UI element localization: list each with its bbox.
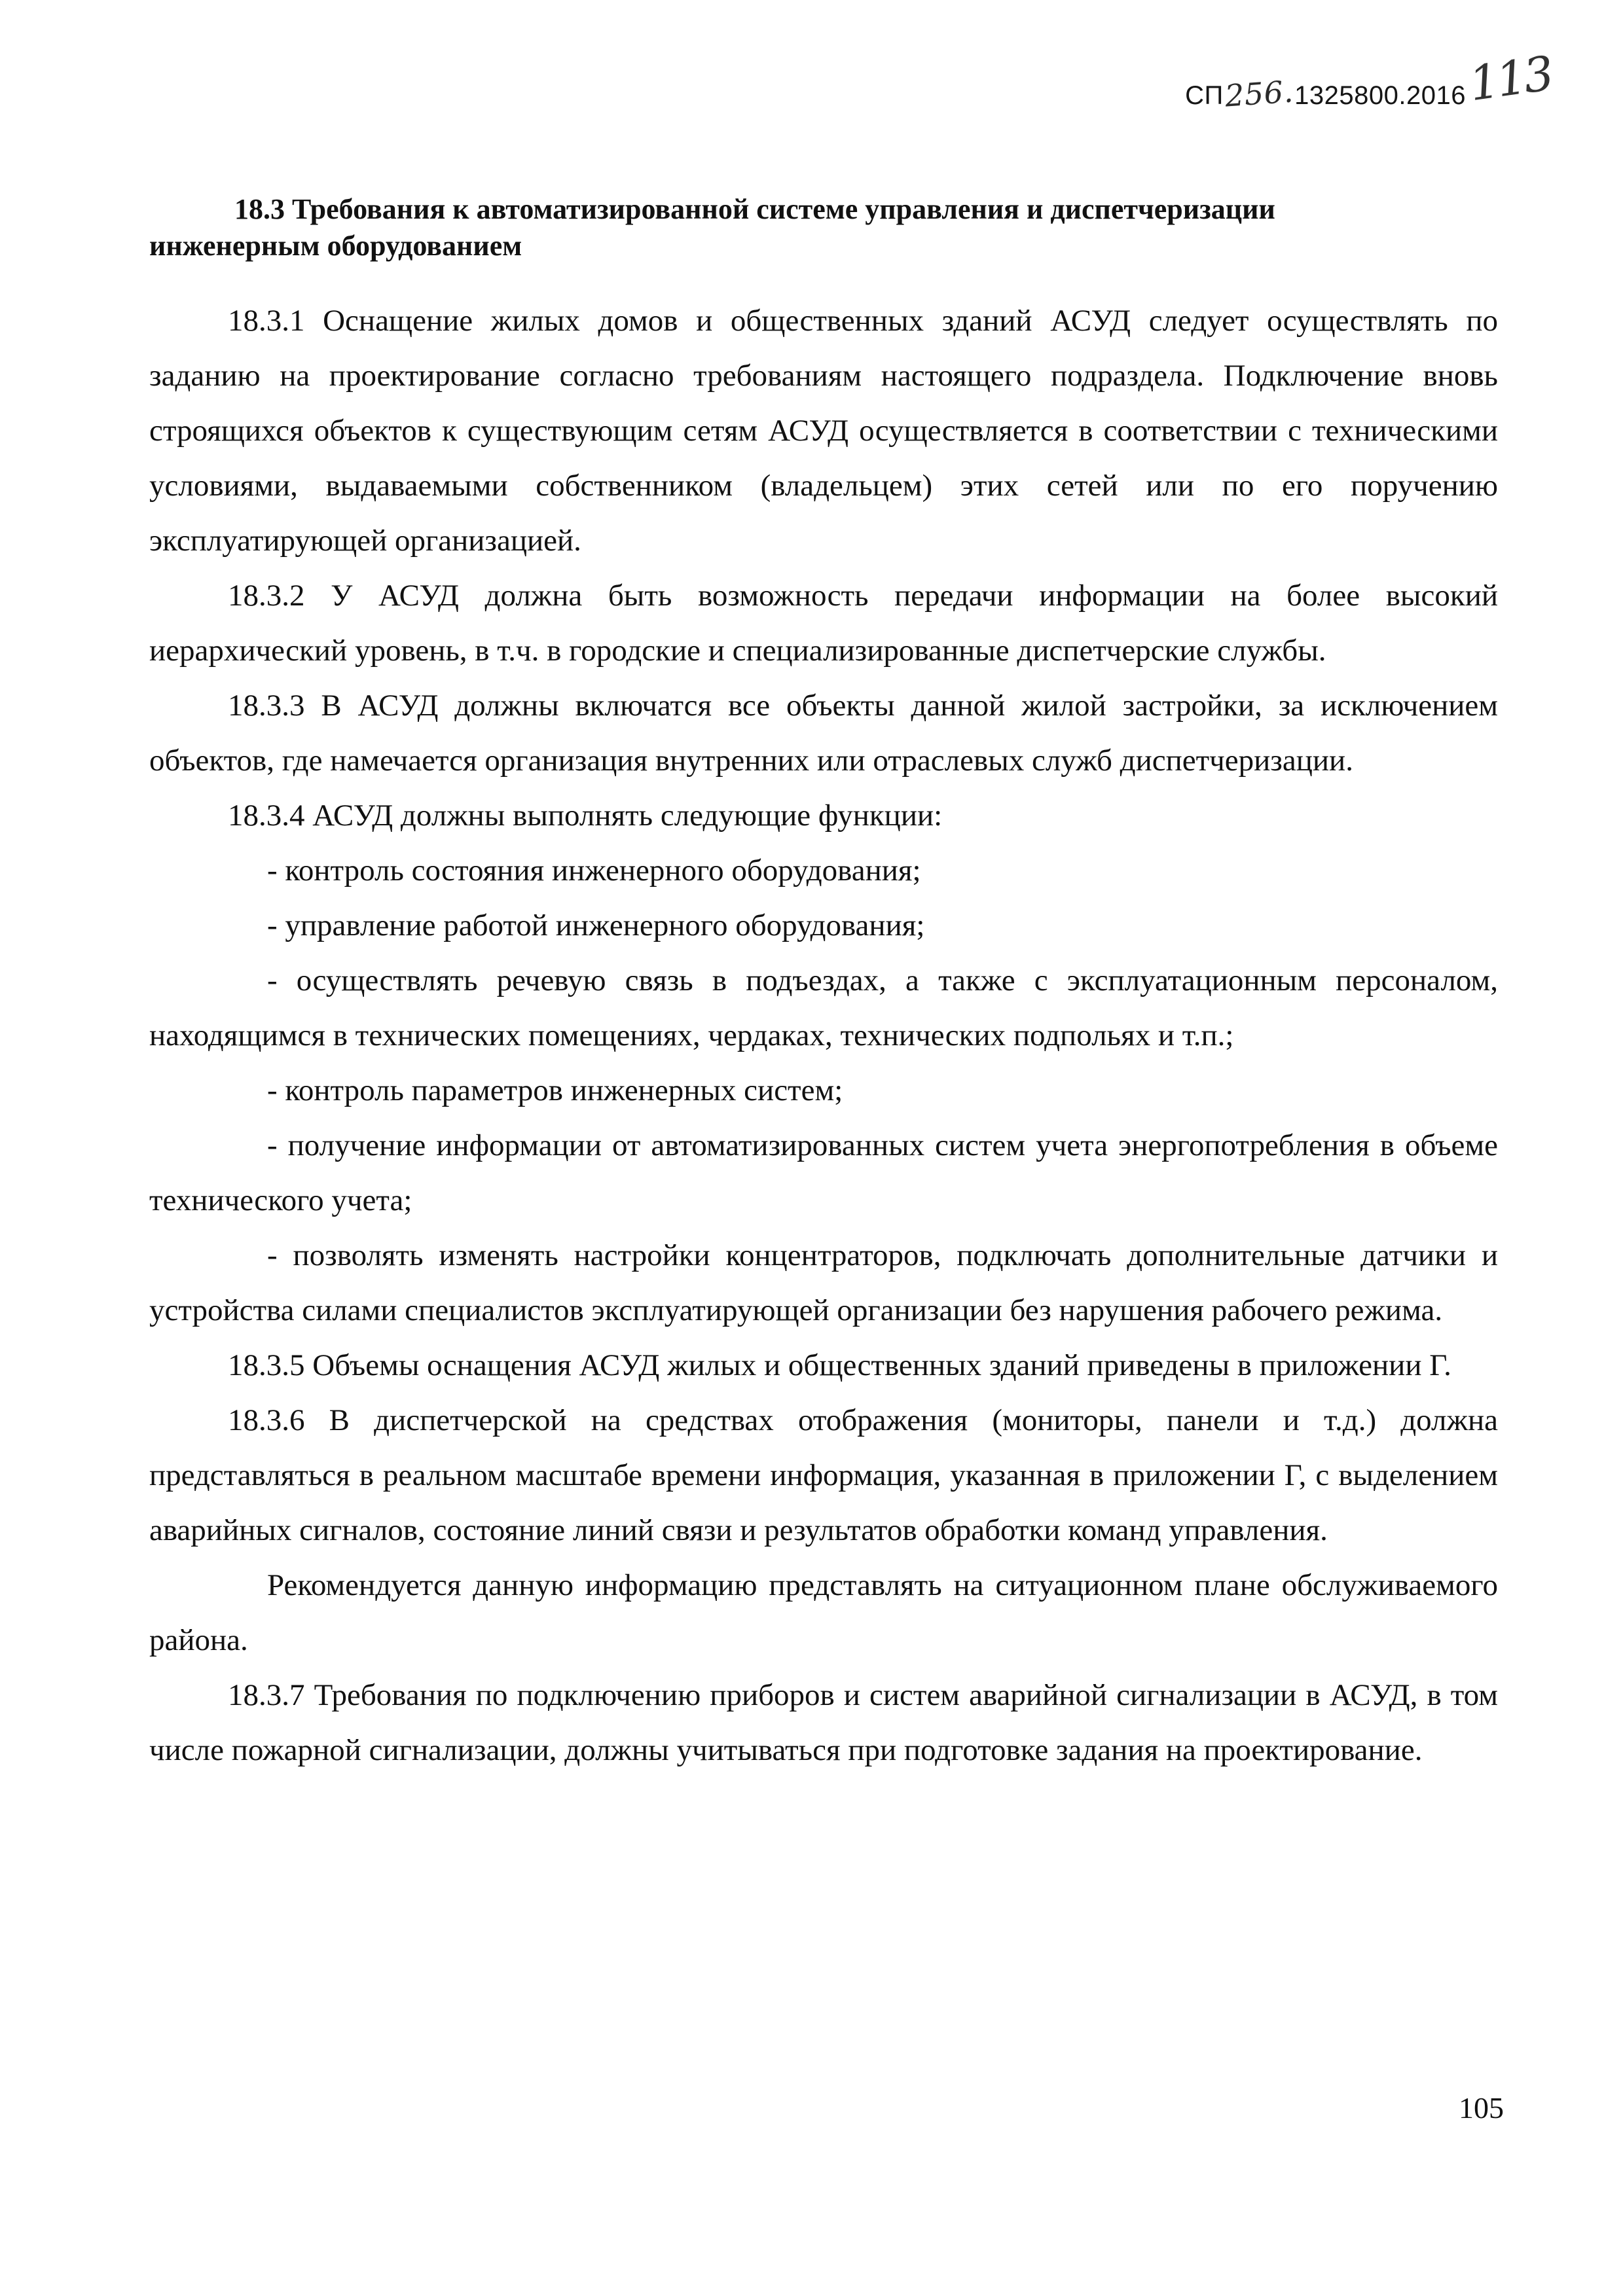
handwritten-code-number: 256.	[1223, 73, 1294, 114]
document-code-prefix: СП	[1185, 81, 1224, 110]
section-heading	[149, 191, 1498, 264]
list-item-function: - управление работой инженерного оборудования;	[267, 908, 925, 942]
document-code-header	[1185, 73, 1466, 114]
document-body	[149, 191, 1498, 1778]
page-number: 105	[1459, 2091, 1504, 2125]
list-item-function: - получение информации от автоматизированных систем учета энергопотребления в объеме технического учета;	[149, 1128, 1498, 1217]
section-heading-line-2: инженерным оборудованием	[149, 230, 522, 262]
section-heading-line-1: 18.3 Требования к автоматизированной системе управления и диспетчеризации	[234, 193, 1275, 225]
paragraph-18-3-6: 18.3.6 В диспетчерской на средствах отображения (мониторы, панели и т.д.) должна представляться в реальном масштабе времени информация, указанная в приложении Г, с выделением аварийных сигналов, состояние линий связи и результатов обработки команд управления.	[149, 1403, 1498, 1547]
list-item-function: - контроль состояния инженерного оборудования;	[267, 853, 921, 888]
paragraph-recommendation: Рекомендуется данную информацию представлять на ситуационном плане обслуживаемого района.	[149, 1568, 1498, 1657]
paragraph-18-3-5: 18.3.5 Объемы оснащения АСУД жилых и общественных зданий приведены в приложении Г.	[228, 1348, 1451, 1382]
paragraph-18-3-1: 18.3.1 Оснащение жилых домов и общественных зданий АСУД следует осуществлять по заданию на проектирование согласно требованиям настоящего подраздела. Подключение вновь строящихся объектов к существующим сетям АСУД осуществляется в соответствии с техническими условиями, выдаваемыми собственником (владельцем) этих сетей или по его поручению эксплуатирующей организацией.	[149, 304, 1498, 558]
paragraph-18-3-2: 18.3.2 У АСУД должна быть возможность передачи информации на более высокий иерархический уровень, в т.ч. в городские и специализированные диспетчерские службы.	[149, 579, 1498, 668]
document-code-suffix: 1325800.2016	[1294, 81, 1466, 110]
list-item-function: - осуществлять речевую связь в подъездах, а также с эксплуатационным персоналом, находящимся в технических помещениях, чердаках, технических подпольях и т.п.;	[149, 963, 1498, 1052]
list-item-function: - контроль параметров инженерных систем;	[267, 1073, 843, 1107]
paragraph-18-3-4: 18.3.4 АСУД должны выполнять следующие функции:	[228, 798, 943, 833]
paragraph-18-3-3: 18.3.3 В АСУД должны включатся все объекты данной жилой застройки, за исключением объектов, где намечается организация внутренних или отраслевых служб диспетчеризации.	[149, 689, 1498, 778]
document-code	[1185, 73, 1466, 114]
list-item-function: - позволять изменять настройки концентраторов, подключать дополнительные датчики и устройства силами специалистов эксплуатирующей организации без нарушения рабочего режима.	[149, 1238, 1498, 1327]
handwritten-sheet-number: 113	[1465, 45, 1555, 112]
paragraph-18-3-7: 18.3.7 Требования по подключению приборов и систем аварийной сигнализации в АСУД, в том числе пожарной сигнализации, должны учитываться при подготовке задания на проектирование.	[149, 1678, 1498, 1767]
